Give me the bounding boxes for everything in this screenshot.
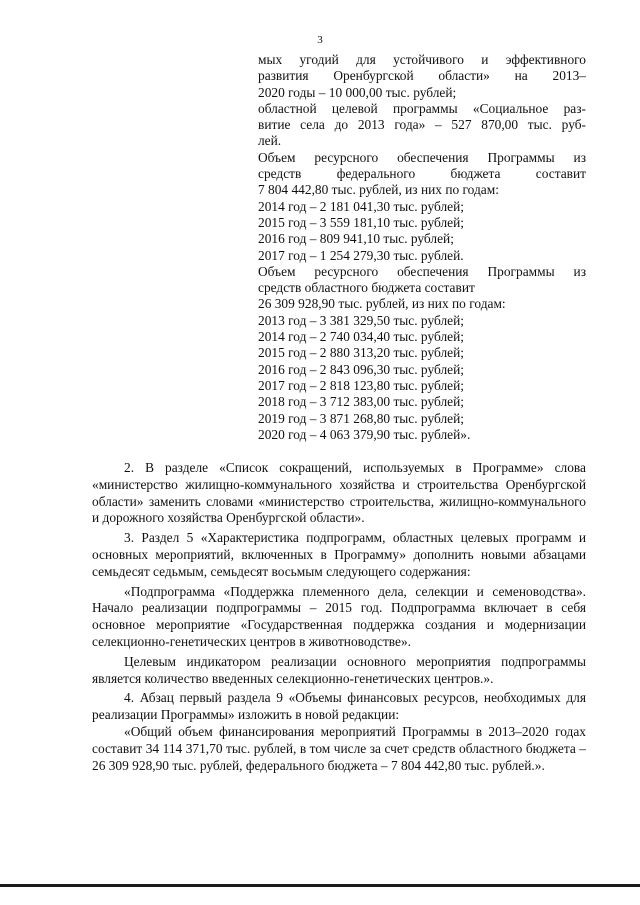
column-line: 2019 год – 3 871 268,80 тыс. рублей; (258, 410, 464, 426)
column-line: витие села до 2013 года» – 527 870,00 тыс. руб- (258, 117, 586, 133)
column-line: 2017 год – 1 254 279,30 тыс. рублей. (258, 247, 464, 263)
bottom-rule (0, 884, 640, 887)
column-line: 2014 год – 2 181 041,30 тыс. рублей; (258, 198, 464, 214)
document-body (92, 460, 586, 774)
column-line: 2013 год – 3 381 329,50 тыс. рублей; (258, 312, 464, 328)
paragraph: Целевым индикатором реализации основного мероприятия подпрограммы является количество введенных селекционно-генетических центров.». (92, 653, 586, 686)
page-number: 3 (317, 34, 323, 46)
paragraph: 2. В разделе «Список сокращений, используемых в Программе» слова «министерство жилищно-коммунального хозяйства и строительства Оренбургской области» заменить словами «министерство строительства, жилищно-коммунального и дорожного хозяйства Оренбургской области». (92, 460, 586, 526)
column-line: 2016 год – 809 941,10 тыс. рублей; (258, 231, 454, 247)
column-line: мых угодий для устойчивого и эффективного (258, 52, 586, 67)
column-line: средств федерального бюджета составит (258, 166, 586, 182)
column-line: 2018 год – 3 712 383,00 тыс. рублей; (258, 394, 464, 410)
column-line: 2015 год – 2 880 313,20 тыс. рублей; (258, 345, 464, 361)
column-line: 2020 годы – 10 000,00 тыс. рублей; (258, 84, 457, 100)
paragraph: 4. Абзац первый раздела 9 «Объемы финансовых ресурсов, необходимых для реализации Программы» изложить в новой редакции: (92, 690, 586, 723)
column-line: средств областного бюджета составит (258, 280, 475, 296)
column-line: Объем ресурсного обеспечения Программы из (258, 263, 586, 279)
column-line: 2014 год – 2 740 034,40 тыс. рублей; (258, 329, 464, 345)
paragraph: 3. Раздел 5 «Характеристика подпрограмм, областных целевых программ и основных мероприятий, включенных в Программу» дополнить новыми абзацами семьдесят седьмым, семьдесят восьмым следующего содержания: (92, 530, 586, 579)
column-line: 2017 год – 2 818 123,80 тыс. рублей; (258, 377, 464, 393)
column-line: 2016 год – 2 843 096,30 тыс. рублей; (258, 361, 464, 377)
column-line: развития Оренбургской области» на 2013– (258, 68, 586, 84)
column-line: 2020 год – 4 063 379,90 тыс. рублей». (258, 426, 471, 442)
column-line: 7 804 442,80 тыс. рублей, из них по годам: (258, 182, 499, 198)
column-line: лей. (258, 133, 282, 149)
funding-column (258, 52, 586, 443)
column-line: 26 309 928,90 тыс. рублей, из них по годам: (258, 296, 506, 312)
paragraph: «Подпрограмма «Поддержка племенного дела, селекции и семеноводства». Начало реализации подпрограммы – 2015 год. Подпрограмма включает в себя основное мероприятие «Государственная поддержка создания и модернизации селекционно-генетических центров в животноводстве». (92, 583, 586, 649)
column-line: Объем ресурсного обеспечения Программы из (258, 149, 586, 165)
paragraph: «Общий объем финансирования мероприятий Программы в 2013–2020 годах составит 34 114 371,70 тыс. рублей, в том числе за счет средств областного бюджета – 26 309 928,90 тыс. рублей, федерального бюджета – 7 804 442,80 тыс. рублей.». (92, 723, 586, 773)
column-line: 2015 год – 3 559 181,10 тыс. рублей; (258, 214, 464, 230)
column-line: областной целевой программы «Социальное раз- (258, 100, 586, 116)
